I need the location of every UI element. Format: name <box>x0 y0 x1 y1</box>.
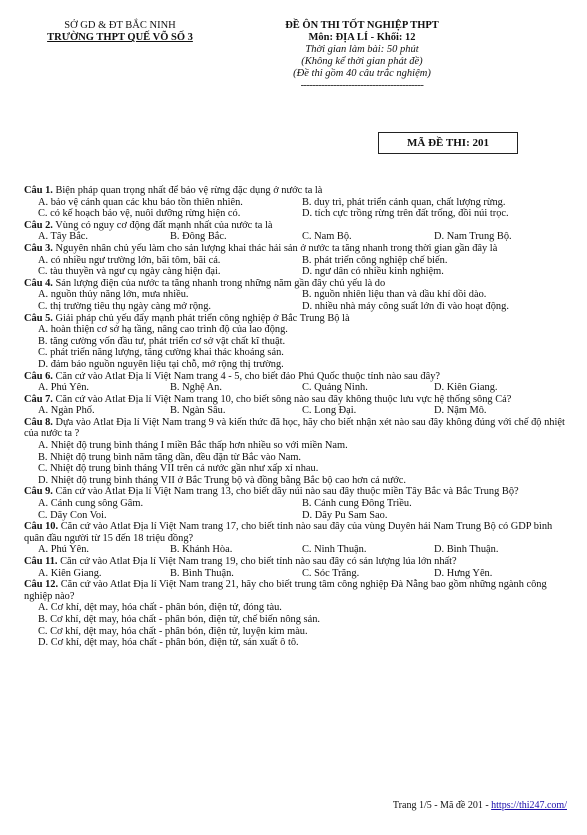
exam-subject: Môn: ĐỊA LÍ - Khối: 12 <box>308 32 416 43</box>
answer-option[interactable]: A. có nhiều ngư trường lớn, bãi tôm, bãi cá. <box>38 254 221 266</box>
question-stem <box>24 521 566 544</box>
answer-option[interactable]: B. Bình Thuận. <box>170 567 234 579</box>
answer-option[interactable]: D. nhiều nhà máy công suất lớn đi vào hoạt động. <box>302 300 509 312</box>
header-right <box>262 20 462 92</box>
page-number: Trang 1/5 - Mã đề 201 - <box>392 800 492 811</box>
answer-option[interactable]: A. Cơ khí, dệt may, hóa chất - phân bón, điện tử, đóng tàu. <box>38 602 282 614</box>
question-text: Dựa vào Atlat Địa lí Việt Nam trang 9 và kiến thức đã học, hãy cho biết nhận xét nào sau đây không đúng với chế độ nhiệt của nước ta ? <box>24 416 565 440</box>
answer-option[interactable]: A. bảo vệ cảnh quan các khu bảo tồn thiên nhiên. <box>38 196 243 208</box>
exam-title: ĐỀ ÔN THI TỐT NGHIỆP THPT <box>285 20 439 31</box>
answer-option[interactable]: D. Dãy Pu Sam Sao. <box>302 509 388 521</box>
answer-option[interactable]: C. Long Đại. <box>302 405 357 417</box>
question-number: Câu 12. <box>24 579 59 591</box>
question-text: Nguyên nhân chủ yếu làm cho sản lượng khai thác hải sản ở nước ta tăng nhanh trong thời gian gần đây là <box>55 242 498 254</box>
answer-option[interactable]: C. có kế hoạch bảo vệ, nuôi dưỡng rừng hiện có. <box>38 208 241 220</box>
answer-option[interactable]: C. Cơ khí, dệt may, hóa chất - phân bón, điện tử, luyện kim màu. <box>38 625 308 637</box>
answer-option[interactable]: B. Nhiệt độ trung bình năm tăng dần, đều đặn từ Bắc vào Nam. <box>38 451 302 463</box>
question-stem <box>24 556 566 568</box>
question-stem <box>24 220 566 232</box>
exam-time: Thời gian làm bài: 50 phút <box>305 44 419 55</box>
answer-option[interactable]: D. Nam Trung Bộ. <box>434 231 512 243</box>
answer-option[interactable]: C. Nhiệt độ trung bình tháng VII trên cả nước gần như xấp xỉ nhau. <box>38 463 319 475</box>
answer-option[interactable]: B. nguồn nhiên liệu than và dầu khí dồi dào. <box>302 289 487 301</box>
question-stem <box>24 313 566 325</box>
question-text: Căn cứ vào Atlat Địa lí Việt Nam trang 4 - 5, cho biết đảo Phú Quốc thuộc tỉnh nào sau đây? <box>55 370 441 382</box>
question-block <box>24 278 566 313</box>
answer-option[interactable]: D. đảm bảo nguồn nguyên liệu tại chỗ, mở rộng thị trường. <box>38 358 284 370</box>
exam-count-note: (Đề thi gồm 40 câu trắc nghiệm) <box>293 68 431 79</box>
question-number: Câu 3. <box>24 242 53 254</box>
question-stem <box>24 579 566 602</box>
answer-option[interactable]: B. Nghệ An. <box>170 382 222 394</box>
question-text: Vùng có nguy cơ động đất mạnh nhất của nước ta là <box>55 219 273 231</box>
answer-option[interactable]: B. duy trì, phát triển cảnh quan, chất lượng rừng. <box>302 196 506 208</box>
question-number: Câu 9. <box>24 486 53 498</box>
answer-option[interactable]: D. Nậm Mô. <box>434 405 487 417</box>
answer-option[interactable]: D. Hưng Yên. <box>434 567 493 579</box>
answer-option[interactable]: C. thị trường tiêu thụ ngày càng mở rộng. <box>38 300 212 312</box>
school-name: TRƯỜNG THPT QUẾ VÕ SỐ 3 <box>47 32 193 43</box>
question-number: Câu 11. <box>24 556 58 567</box>
answer-option[interactable]: B. Đông Bắc. <box>170 231 227 243</box>
question-stem <box>24 371 566 383</box>
question-text: Biện pháp quan trọng nhất để bảo vệ rừng đặc dụng ở nước ta là <box>55 185 323 196</box>
answer-option[interactable]: A. Phú Yên. <box>38 382 89 394</box>
question-text: Căn cứ vào Atlat Địa lí Việt Nam trang 13, cho biết dãy núi nào sau đây thuộc miền Tây Bắc và Bắc Trung Bộ? <box>55 486 519 498</box>
question-block <box>24 486 566 521</box>
question-stem <box>24 394 566 406</box>
exam-time-note: (Không kể thời gian phát đề) <box>301 56 423 67</box>
question-text: Giải pháp chủ yếu đẩy mạnh phát triển công nghiệp ở Bắc Trung Bộ là <box>55 312 350 324</box>
question-number: Câu 1. <box>24 185 53 196</box>
question-number: Câu 2. <box>24 219 53 231</box>
question-block <box>24 521 566 556</box>
question-number: Câu 6. <box>24 370 53 382</box>
answer-option[interactable]: B. Cơ khí, dệt may, hóa chất - phân bón, điện tử, chế biến nông sản. <box>38 613 320 625</box>
source-link[interactable]: https://thi247.com/ <box>491 800 567 811</box>
answer-option[interactable]: B. Khánh Hòa. <box>170 544 233 556</box>
answer-option[interactable]: C. tàu thuyền và ngư cụ ngày càng hiện đại. <box>38 266 221 278</box>
question-text: Sản lượng điện của nước ta tăng nhanh trong những năm gần đây chủ yếu là do <box>55 277 386 289</box>
answer-option[interactable]: B. Cánh cung Đông Triều. <box>302 498 412 510</box>
question-block <box>24 313 566 371</box>
question-block <box>24 417 566 487</box>
question-number: Câu 5. <box>24 312 53 324</box>
answer-option[interactable]: A. nguồn thủy năng lớn, mưa nhiều. <box>38 289 189 301</box>
answer-option[interactable]: A. Nhiệt độ trung bình tháng I miền Bắc thấp hơn nhiều so với miền Nam. <box>38 440 348 452</box>
header-left <box>20 20 220 44</box>
page-footer <box>393 800 567 811</box>
question-stem <box>24 278 566 290</box>
question-stem <box>24 243 566 255</box>
question-block <box>24 185 566 220</box>
question-number: Câu 8. <box>24 416 53 428</box>
answer-option[interactable]: C. Dãy Con Voi. <box>38 509 107 521</box>
question-list <box>24 185 566 649</box>
answer-option[interactable]: A. hoàn thiện cơ sở hạ tầng, nâng cao trình độ của lao động. <box>38 324 288 336</box>
question-block <box>24 579 566 649</box>
question-block <box>24 394 566 417</box>
exam-code-box: MÃ ĐỀ THI: 201 <box>378 132 518 154</box>
question-number: Câu 4. <box>24 277 53 289</box>
answer-option[interactable]: A. Phú Yên. <box>38 544 89 556</box>
answer-option[interactable]: D. Cơ khí, dệt may, hóa chất - phân bón, điện tử, sản xuất ô tô. <box>38 637 299 649</box>
answer-option[interactable]: D. ngư dân có nhiều kinh nghiệm. <box>302 266 444 278</box>
answer-option[interactable]: C. Quảng Ninh. <box>302 382 368 394</box>
question-number: Câu 10. <box>24 521 59 533</box>
answer-option[interactable]: A. Cánh cung sông Gâm. <box>38 498 144 510</box>
question-stem <box>24 417 566 440</box>
answer-option[interactable]: C. Nam Bộ. <box>302 231 352 243</box>
question-stem <box>24 185 566 197</box>
question-block <box>24 556 566 579</box>
answer-option[interactable]: D. tích cực trồng rừng trên đất trống, đồi núi trọc. <box>302 208 509 220</box>
answer-option[interactable]: C. Sóc Trăng. <box>302 567 360 579</box>
answer-option[interactable]: C. Ninh Thuận. <box>302 544 367 556</box>
question-text: Căn cứ vào Atlat Địa lí Việt Nam trang 17, cho biết tỉnh nào sau đây của vùng Duyên hải Nam Trung Bộ có GDP bình quân đầu người từ 15 đến 18 triệu đồng? <box>24 521 553 544</box>
question-block <box>24 371 566 394</box>
answer-option[interactable]: A. Ngàn Phố. <box>38 405 95 417</box>
answer-option[interactable]: A. Tây Bắc. <box>38 231 89 243</box>
answer-option[interactable]: B. tăng cường vốn đầu tư, phát triển cơ sở vật chất kĩ thuật. <box>38 335 286 347</box>
question-text: Căn cứ vào Atlat Địa lí Việt Nam trang 10, cho biết sông nào sau đây không thuộc lưu vực hệ thống sông Cả? <box>55 393 512 405</box>
question-block <box>24 243 566 278</box>
question-block <box>24 220 566 243</box>
question-text: Căn cứ vào Atlat Địa lí Việt Nam trang 21, hãy cho biết trung tâm công nghiệp Đà Nẵng bao gồm những ngành công nghiệp nào? <box>24 579 547 602</box>
question-number: Câu 7. <box>24 393 53 405</box>
question-text: Căn cứ vào Atlat Địa lí Việt Nam trang 19, cho biết tỉnh nào sau đây có sản lượng lúa lớn nhất? <box>60 556 457 567</box>
answer-option[interactable]: C. phát triển năng lượng, tăng cường khai thác khoáng sản. <box>38 347 284 359</box>
department-name: SỞ GD & ĐT BẮC NINH <box>64 20 176 31</box>
answer-option[interactable]: D. Bình Thuận. <box>434 544 499 556</box>
answer-option[interactable]: A. Kiên Giang. <box>38 567 102 579</box>
answer-option[interactable]: D. Nhiệt độ trung bình tháng VII ở Bắc Trung bộ và đồng bằng Bắc bộ cao hơn cả nước. <box>38 474 406 486</box>
header-separator: ----------------------------------------- <box>300 80 424 91</box>
question-stem <box>24 486 566 498</box>
answer-option[interactable]: D. Kiên Giang. <box>434 382 498 394</box>
answer-option[interactable]: B. phát triển công nghiệp chế biến. <box>302 254 448 266</box>
answer-option[interactable]: B. Ngàn Sâu. <box>170 405 226 417</box>
